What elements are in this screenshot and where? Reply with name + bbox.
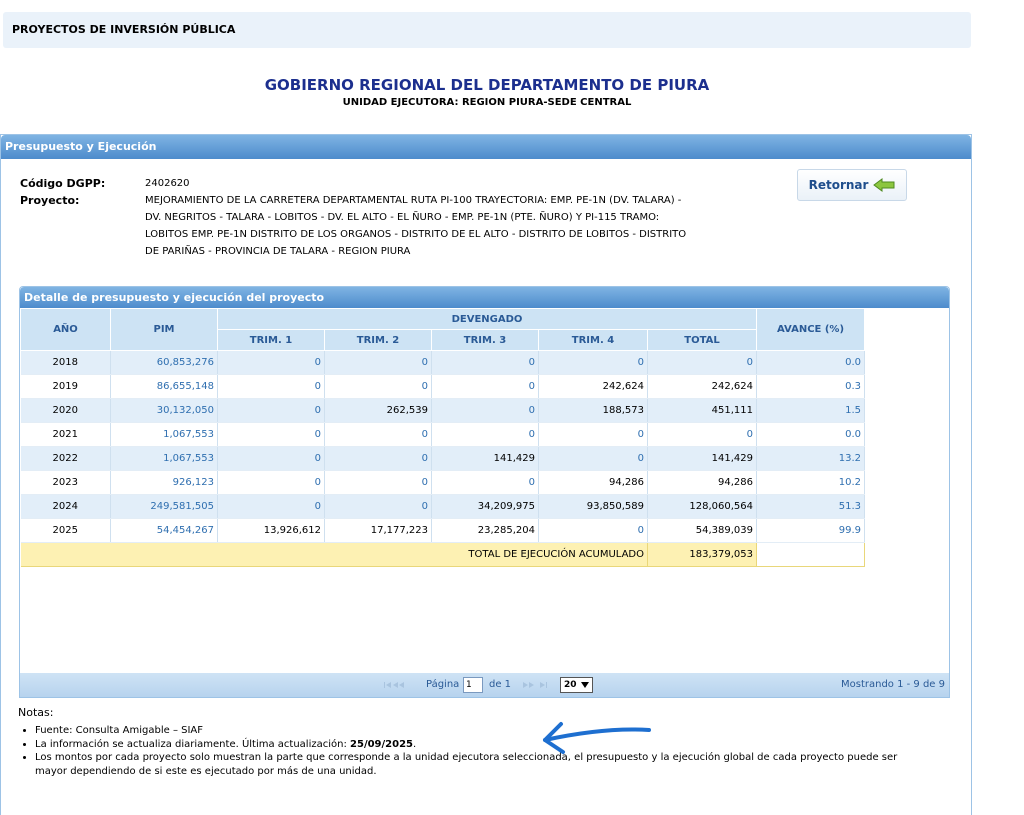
total-row bbox=[21, 543, 873, 567]
top-bar-title: PROYECTOS DE INVERSIÓN PÚBLICA bbox=[12, 23, 236, 36]
total-value: 183,379,053 bbox=[648, 543, 757, 567]
table-cell: 1.5 bbox=[757, 399, 865, 423]
pager-first-prev-icon[interactable] bbox=[383, 681, 405, 689]
table-cell: 0 bbox=[218, 351, 325, 375]
table-cell: 17,177,223 bbox=[325, 519, 432, 543]
pager-page-input[interactable]: 1 bbox=[463, 677, 483, 693]
table-cell: 0 bbox=[432, 351, 539, 375]
page-subtitle: UNIDAD EJECUTORA: REGION PIURA-SEDE CENTRAL bbox=[342, 97, 632, 108]
table-cell: 30,132,050 bbox=[111, 399, 218, 423]
table-cell: 188,573 bbox=[539, 399, 648, 423]
table-cell: 54,389,039 bbox=[648, 519, 757, 543]
table-cell: 2018 bbox=[21, 351, 111, 375]
table-cell: 34,209,975 bbox=[432, 495, 539, 519]
table-cell: 0 bbox=[539, 351, 648, 375]
table-cell: 0 bbox=[218, 447, 325, 471]
table-row[interactable] bbox=[21, 375, 873, 399]
note-source: • Fuente: Consulta Amigable – SIAF bbox=[35, 724, 923, 738]
table-row[interactable] bbox=[21, 423, 873, 447]
table-cell: 0 bbox=[325, 495, 432, 519]
pager-page-label: Página bbox=[426, 679, 460, 690]
pager-of-label: de 1 bbox=[489, 679, 512, 690]
table-cell: 0 bbox=[218, 423, 325, 447]
col-header-trim-4[interactable]: TRIM. 4 bbox=[539, 330, 648, 351]
table-row[interactable] bbox=[21, 447, 873, 471]
table-cell: 0 bbox=[432, 375, 539, 399]
table-cell: 0 bbox=[432, 423, 539, 447]
table-cell: 0 bbox=[325, 375, 432, 399]
table-cell: 141,429 bbox=[648, 447, 757, 471]
table-cell: 1,067,553 bbox=[111, 423, 218, 447]
detail-panel bbox=[19, 286, 950, 698]
proyecto-label: Proyecto: bbox=[20, 194, 80, 207]
table-cell: 2023 bbox=[21, 471, 111, 495]
note-update-date: 25/09/2025 bbox=[350, 738, 413, 750]
table-cell: 926,123 bbox=[111, 471, 218, 495]
note-update bbox=[35, 738, 923, 752]
table-cell: 0 bbox=[539, 423, 648, 447]
table-cell: 93,850,589 bbox=[539, 495, 648, 519]
table-cell: 0 bbox=[432, 471, 539, 495]
table-cell: 2020 bbox=[21, 399, 111, 423]
table-cell: 262,539 bbox=[325, 399, 432, 423]
table-row[interactable] bbox=[21, 519, 873, 543]
note-update-text: La información se actualiza diariamente. Última actualización: bbox=[35, 738, 347, 750]
table-cell: 13,926,612 bbox=[218, 519, 325, 543]
table-cell: 2025 bbox=[21, 519, 111, 543]
table-cell: 10.2 bbox=[757, 471, 865, 495]
return-button-label: Retornar bbox=[808, 178, 869, 192]
table-cell: 0 bbox=[325, 447, 432, 471]
table-cell: 60,853,276 bbox=[111, 351, 218, 375]
codigo-value: 2402620 bbox=[145, 178, 190, 189]
budget-panel-header: Presupuesto y Ejecución bbox=[1, 135, 971, 159]
col-header-trim-3[interactable]: TRIM. 3 bbox=[432, 330, 539, 351]
table-row[interactable] bbox=[21, 495, 873, 519]
page-title: GOBIERNO REGIONAL DEL DEPARTAMENTO DE PIURA bbox=[264, 76, 710, 94]
green-back-arrow-icon bbox=[873, 178, 895, 192]
notes-title: Notas: bbox=[18, 706, 54, 719]
table-cell: 54,454,267 bbox=[111, 519, 218, 543]
pager-next-last-icon[interactable] bbox=[522, 681, 552, 689]
table-cell: 0 bbox=[648, 423, 757, 447]
table-cell: 128,060,564 bbox=[648, 495, 757, 519]
table-cell: 0 bbox=[325, 471, 432, 495]
budget-panel bbox=[0, 134, 972, 815]
pager-bar bbox=[20, 673, 949, 697]
table-cell: 0.0 bbox=[757, 423, 865, 447]
table-cell: 51.3 bbox=[757, 495, 865, 519]
table-cell: 0 bbox=[218, 471, 325, 495]
top-bar bbox=[3, 12, 971, 48]
col-header-pim[interactable]: PIM bbox=[111, 309, 218, 351]
table-cell: 0 bbox=[218, 399, 325, 423]
col-header-trim-2[interactable]: TRIM. 2 bbox=[325, 330, 432, 351]
page-size-value: 20 bbox=[564, 680, 577, 690]
col-header-year[interactable]: AÑO bbox=[21, 309, 111, 351]
table-cell: 242,624 bbox=[648, 375, 757, 399]
table-cell: 23,285,204 bbox=[432, 519, 539, 543]
col-header-total[interactable]: TOTAL bbox=[648, 330, 757, 351]
table-cell: 0.0 bbox=[757, 351, 865, 375]
table-cell: 13.2 bbox=[757, 447, 865, 471]
table-cell: 99.9 bbox=[757, 519, 865, 543]
table-cell: 0 bbox=[325, 423, 432, 447]
table-cell: 2021 bbox=[21, 423, 111, 447]
table-cell: 1,067,553 bbox=[111, 447, 218, 471]
col-header-devengado: DEVENGADO bbox=[218, 309, 757, 330]
note-amounts: • Los montos por cada proyecto solo muestran la parte que corresponde a la unidad ejecutora seleccionada, el presupuesto y la ejecución global de cada proyecto puede ser mayor dependiendo de si este es ejecutado por más de una unidad. bbox=[35, 751, 923, 778]
pager-showing: Mostrando 1 - 9 de 9 bbox=[840, 679, 945, 690]
codigo-label: Código DGPP: bbox=[20, 177, 106, 190]
table-cell: 0 bbox=[539, 447, 648, 471]
chevron-down-icon bbox=[581, 682, 589, 688]
table-cell: 0 bbox=[648, 351, 757, 375]
table-cell: 0 bbox=[432, 399, 539, 423]
proyecto-value: MEJORAMIENTO DE LA CARRETERA DEPARTAMENTAL RUTA PI-100 TRAYECTORIA: EMP. PE-1N (DV. TALARA) - DV. NEGRITOS - TALARA - LOBITOS - DV. EL ALTO - EL ÑURO - EMP. PE-1N (PTE. ÑURO) Y PI-115 TRAMO: LOBITOS EMP. PE-1N DISTRITO DE LOS ORGANOS - DISTRITO DE EL ALTO - DISTRITO DE LOBITOS - DISTRITO DE PARIÑAS - PROVINCIA DE TALARA - REGION PIURA bbox=[145, 195, 687, 257]
table-cell: 2022 bbox=[21, 447, 111, 471]
table-cell: 0 bbox=[539, 519, 648, 543]
table-cell: 2024 bbox=[21, 495, 111, 519]
table-row[interactable] bbox=[21, 399, 873, 423]
table-cell: 249,581,505 bbox=[111, 495, 218, 519]
table-cell: 94,286 bbox=[648, 471, 757, 495]
table-cell: 0 bbox=[218, 375, 325, 399]
table-cell: 141,429 bbox=[432, 447, 539, 471]
table-cell: 86,655,148 bbox=[111, 375, 218, 399]
note-update-suffix: . bbox=[413, 738, 417, 750]
table-cell: 0 bbox=[218, 495, 325, 519]
table-cell: 2019 bbox=[21, 375, 111, 399]
col-header-trim-1[interactable]: TRIM. 1 bbox=[218, 330, 325, 351]
notes-list bbox=[18, 724, 923, 778]
detail-panel-header: Detalle de presupuesto y ejecución del proyecto bbox=[20, 287, 949, 308]
table-cell: 0 bbox=[325, 351, 432, 375]
hand-drawn-arrow-icon bbox=[537, 716, 657, 758]
table-cell: 0.3 bbox=[757, 375, 865, 399]
table-row[interactable] bbox=[21, 351, 873, 375]
return-button[interactable] bbox=[797, 169, 907, 201]
total-label: TOTAL DE EJECUCIÓN ACUMULADO bbox=[21, 543, 648, 567]
col-header-avance[interactable]: AVANCE (%) bbox=[757, 309, 865, 351]
table-row[interactable] bbox=[21, 471, 873, 495]
table-cell: 242,624 bbox=[539, 375, 648, 399]
table-cell: 94,286 bbox=[539, 471, 648, 495]
budget-table bbox=[20, 308, 873, 567]
table-cell: 451,111 bbox=[648, 399, 757, 423]
page-size-select[interactable] bbox=[560, 677, 593, 693]
